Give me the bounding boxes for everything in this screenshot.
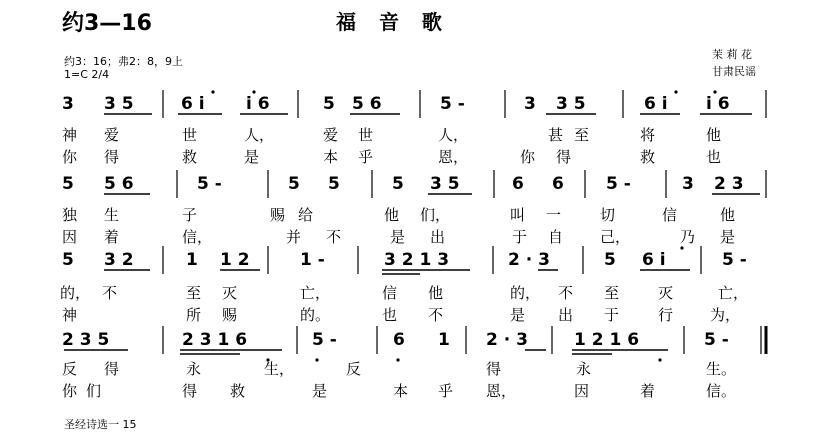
lyric-l2-v1-3: 子 — [182, 206, 198, 224]
lyric-l1-v2-10: 救 — [640, 148, 656, 166]
lyric-l2-v2-9: 自 — [548, 228, 564, 246]
lyric-l4-v1-8: 生。 — [706, 360, 737, 378]
lyric-l4-v2-2: 们 — [86, 382, 102, 400]
note-l2-6: 5 — [392, 174, 404, 194]
lyric-l4-v2-10: 着 — [640, 382, 656, 400]
note-l1-9: 3 5 — [556, 94, 586, 114]
lyric-l2-v2-10: 己， — [600, 228, 631, 246]
lyric-l4-v2-3: 得 — [182, 382, 198, 400]
lyric-l3-v2-4: 的。 — [300, 306, 331, 324]
tune-name: 茉 莉 花 — [712, 48, 752, 61]
lyric-l2-v1-5: 给 — [298, 206, 314, 224]
lyric-l3-v1-1: 的， — [60, 284, 91, 302]
note-l3-2: 3 2 — [104, 250, 134, 270]
song-title: 福 音 歌 — [336, 10, 450, 34]
key-signature: 1=C 2/4 — [64, 68, 110, 81]
lyric-l2-v2-6: 是 — [390, 228, 406, 246]
lyric-l2-v1-2: 生 — [104, 206, 120, 224]
note-l2-8: 6 — [512, 174, 524, 194]
lyric-l1-v1-3: 世 — [182, 126, 198, 144]
lyric-l4-v1-6: 得 — [486, 360, 502, 378]
lyric-l2-v2-2: 着 — [104, 228, 120, 246]
note-l2-4: 5 — [288, 174, 300, 194]
note-l1-10: 6 i — [644, 94, 668, 114]
lyric-l4-v2-6: 本 — [393, 382, 409, 400]
note-l3-5: 1 - — [300, 250, 325, 270]
lyric-l3-v1-7: 他 — [428, 284, 444, 302]
note-l3-1: 5 — [62, 250, 74, 270]
lyric-l4-v2-8: 恩， — [486, 382, 517, 400]
note-l4-3: 5 - — [312, 330, 337, 350]
lyric-l4-v1-4: 生， — [264, 360, 295, 378]
lyric-l2-v2-5: 不 — [326, 228, 342, 246]
note-l2-7: 3 5 — [430, 174, 460, 194]
note-l4-1: 2 3 5 — [62, 330, 110, 350]
lyric-l1-v2-3: 救 — [182, 148, 198, 166]
note-l2-10: 5 - — [606, 174, 631, 194]
lyric-l3-v1-12: 亡， — [718, 284, 749, 302]
lyric-l1-v2-1: 你 — [62, 148, 78, 166]
lyric-l1-v1-1: 神 — [62, 126, 78, 144]
note-l1-1: 3 — [62, 94, 74, 114]
lyric-l2-v2-4: 并 — [286, 228, 302, 246]
lyric-l3-v1-3: 至 — [186, 284, 202, 302]
lyric-l3-v2-7: 是 — [510, 306, 526, 324]
note-l3-6: 3 2 1 3 — [384, 250, 450, 270]
note-l4-5: 1 — [438, 330, 450, 350]
lyric-l2-v1-11: 信 — [662, 206, 678, 224]
note-l3-3: 1 — [186, 250, 198, 270]
lyric-l1-v2-2: 得 — [104, 148, 120, 166]
lyric-l4-v2-5: 是 — [312, 382, 328, 400]
lyric-l2-v1-9: 一 — [546, 206, 562, 224]
reference-title: 约3—16 — [62, 11, 152, 36]
note-l1-3: 6 i — [181, 94, 205, 114]
lyric-l1-v1-6: 世 — [358, 126, 374, 144]
lyric-l3-v1-4: 灭 — [222, 284, 238, 302]
lyric-l3-v1-5: 亡， — [300, 284, 331, 302]
lyric-l4-v2-11: 信。 — [706, 382, 737, 400]
lyric-l2-v2-1: 因 — [62, 228, 78, 246]
lyric-l1-v1-8: 甚 — [548, 126, 564, 144]
note-l2-2: 5 6 — [104, 174, 134, 194]
lyric-l4-v2-7: 乎 — [438, 382, 454, 400]
note-l1-5: 5 — [323, 94, 335, 114]
lyric-l3-v2-3: 赐 — [222, 306, 238, 324]
lyric-l3-v1-10: 至 — [604, 284, 620, 302]
lyric-l4-v1-5: 反 — [346, 360, 362, 378]
lyric-l1-v2-7: 恩， — [438, 148, 469, 166]
lyric-l2-v2-3: 信， — [182, 228, 213, 246]
lyric-l3-v1-11: 灭 — [658, 284, 674, 302]
lyric-l4-v2-9: 因 — [574, 382, 590, 400]
note-l2-11: 3 — [682, 174, 694, 194]
lyric-l3-v2-8: 出 — [558, 306, 574, 324]
lyric-l2-v1-12: 他 — [720, 206, 736, 224]
lyric-l1-v2-6: 乎 — [358, 148, 374, 166]
note-l2-12: 2 3 — [714, 174, 744, 194]
note-l2-9: 6 — [552, 174, 564, 194]
note-l1-4: i 6 — [246, 94, 270, 114]
note-l4-4: 6 — [393, 330, 405, 350]
lyric-l1-v1-11: 他 — [706, 126, 722, 144]
lyric-l1-v1-10: 将 — [640, 126, 656, 144]
note-l4-7: 1 2 1 6 — [574, 330, 640, 350]
lyric-l1-v1-2: 爱 — [104, 126, 120, 144]
lyric-l1-v1-7: 人， — [438, 126, 469, 144]
lyric-l3-v1-6: 信 — [382, 284, 398, 302]
note-l3-8: 5 — [604, 250, 616, 270]
note-l2-1: 5 — [62, 174, 74, 194]
lyric-l2-v1-1: 独 — [62, 206, 78, 224]
lyric-l3-v1-8: 的， — [510, 284, 541, 302]
note-l2-5: 5 — [328, 174, 340, 194]
lyric-l4-v1-2: 得 — [104, 360, 120, 378]
scripture-reference: 约3：16；弗2：8，9上 — [64, 55, 183, 68]
note-l1-11: i 6 — [706, 94, 730, 114]
lyric-l3-v1-2: 不 — [102, 284, 118, 302]
lyric-l1-v2-5: 本 — [323, 148, 339, 166]
note-l3-7: 2 · 3 — [508, 250, 550, 270]
lyric-l4-v2-4: 救 — [230, 382, 246, 400]
lyric-l3-v2-5: 也 — [382, 306, 398, 324]
lyric-l2-v2-11: 乃 — [680, 228, 696, 246]
note-l1-7: 5 - — [440, 94, 465, 114]
lyric-l3-v1-9: 不 — [558, 284, 574, 302]
tune-origin: 甘肃民谣 — [712, 65, 756, 78]
lyric-l2-v2-12: 是 — [720, 228, 736, 246]
note-l2-3: 5 - — [197, 174, 222, 194]
lyric-l3-v2-6: 不 — [428, 306, 444, 324]
note-l4-6: 2 · 3 — [486, 330, 528, 350]
note-l4-8: 5 - — [704, 330, 729, 350]
lyric-l4-v1-3: 永 — [186, 360, 202, 378]
lyric-l1-v1-5: 爱 — [323, 126, 339, 144]
note-l3-4: 1 2 — [220, 250, 250, 270]
lyric-l1-v2-8: 你 — [520, 148, 536, 166]
lyric-l4-v1-7: 永 — [576, 360, 592, 378]
lyric-l3-v2-10: 行 — [658, 306, 674, 324]
lyric-l2-v1-4: 赐 — [270, 206, 286, 224]
lyric-l2-v1-6: 他 — [384, 206, 400, 224]
lyric-l1-v2-9: 得 — [556, 148, 572, 166]
note-l4-2: 2 3 1 6 — [182, 330, 248, 350]
lyric-l1-v2-11: 也 — [706, 148, 722, 166]
lyric-l2-v1-7: 们， — [420, 206, 451, 224]
lyric-l4-v2-1: 你 — [62, 382, 78, 400]
lyric-l4-v1-1: 反 — [62, 360, 78, 378]
source-footer: 圣经诗选一 15 — [64, 418, 137, 431]
note-l3-10: 5 - — [722, 250, 747, 270]
lyric-l3-v2-1: 神 — [62, 306, 78, 324]
lyric-l1-v2-4: 是 — [244, 148, 260, 166]
lyric-l3-v2-9: 于 — [604, 306, 620, 324]
note-l3-9: 6 i — [642, 250, 666, 270]
note-l1-8: 3 — [524, 94, 536, 114]
note-l1-2: 3 5 — [104, 94, 134, 114]
lyric-l3-v2-2: 所 — [186, 306, 202, 324]
lyric-l2-v2-7: 出 — [430, 228, 446, 246]
lyric-l2-v1-8: 叫 — [510, 206, 526, 224]
lyric-l2-v2-8: 于 — [512, 228, 528, 246]
lyric-l3-v2-11: 为， — [710, 306, 741, 324]
lyric-l1-v1-9: 至 — [574, 126, 590, 144]
lyric-l1-v1-4: 人， — [244, 126, 275, 144]
note-l1-6: 5 6 — [352, 94, 382, 114]
lyric-l2-v1-10: 切 — [600, 206, 616, 224]
